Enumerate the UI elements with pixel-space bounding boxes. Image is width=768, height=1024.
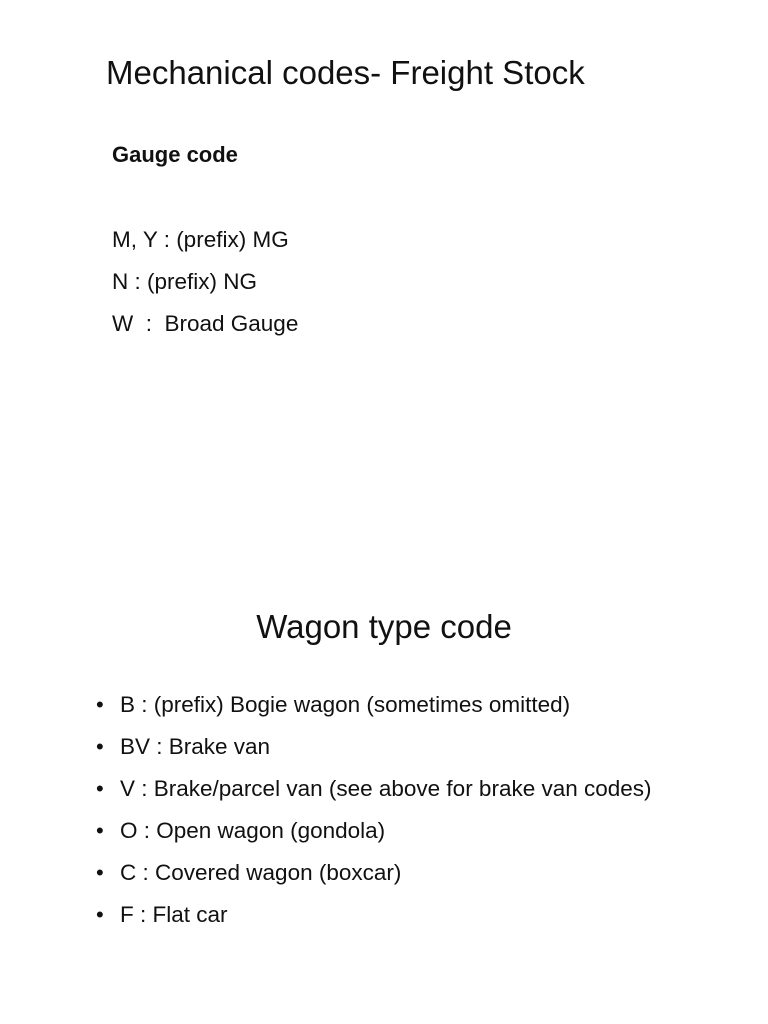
list-item-text: BV : Brake van — [120, 734, 271, 759]
list-item-text: F : Flat car — [120, 902, 228, 927]
bullet-icon: • — [96, 860, 104, 885]
list-item — [96, 856, 696, 890]
gauge-code-item: N : (prefix) NG — [112, 269, 258, 294]
slide-title: Mechanical codes- Freight Stock — [106, 54, 585, 91]
list-item — [96, 772, 696, 806]
bullet-icon: • — [96, 902, 104, 927]
wagon-type-list — [96, 688, 696, 940]
bullet-icon: • — [96, 692, 104, 717]
bullet-icon: • — [96, 776, 104, 801]
slide-wagon-type-codes — [0, 512, 768, 1024]
bullet-icon: • — [96, 818, 104, 843]
list-item — [96, 898, 696, 932]
gauge-code-list — [112, 225, 298, 351]
gauge-code-item: W : Broad Gauge — [112, 311, 299, 336]
list-item — [96, 730, 696, 764]
list-item — [96, 814, 696, 848]
list-item-text: C : Covered wagon (boxcar) — [120, 860, 402, 885]
list-item-text: B : (prefix) Bogie wagon (sometimes omitted) — [120, 692, 571, 717]
gauge-code-heading: Gauge code — [112, 142, 238, 167]
bullet-icon: • — [96, 734, 104, 759]
gauge-code-item: M, Y : (prefix) MG — [112, 227, 289, 252]
slide-title: Wagon type code — [256, 608, 512, 645]
list-item-text: V : Brake/parcel van (see above for brake van codes) — [120, 776, 652, 801]
list-item-text: O : Open wagon (gondola) — [120, 818, 386, 843]
list-item — [96, 688, 696, 722]
